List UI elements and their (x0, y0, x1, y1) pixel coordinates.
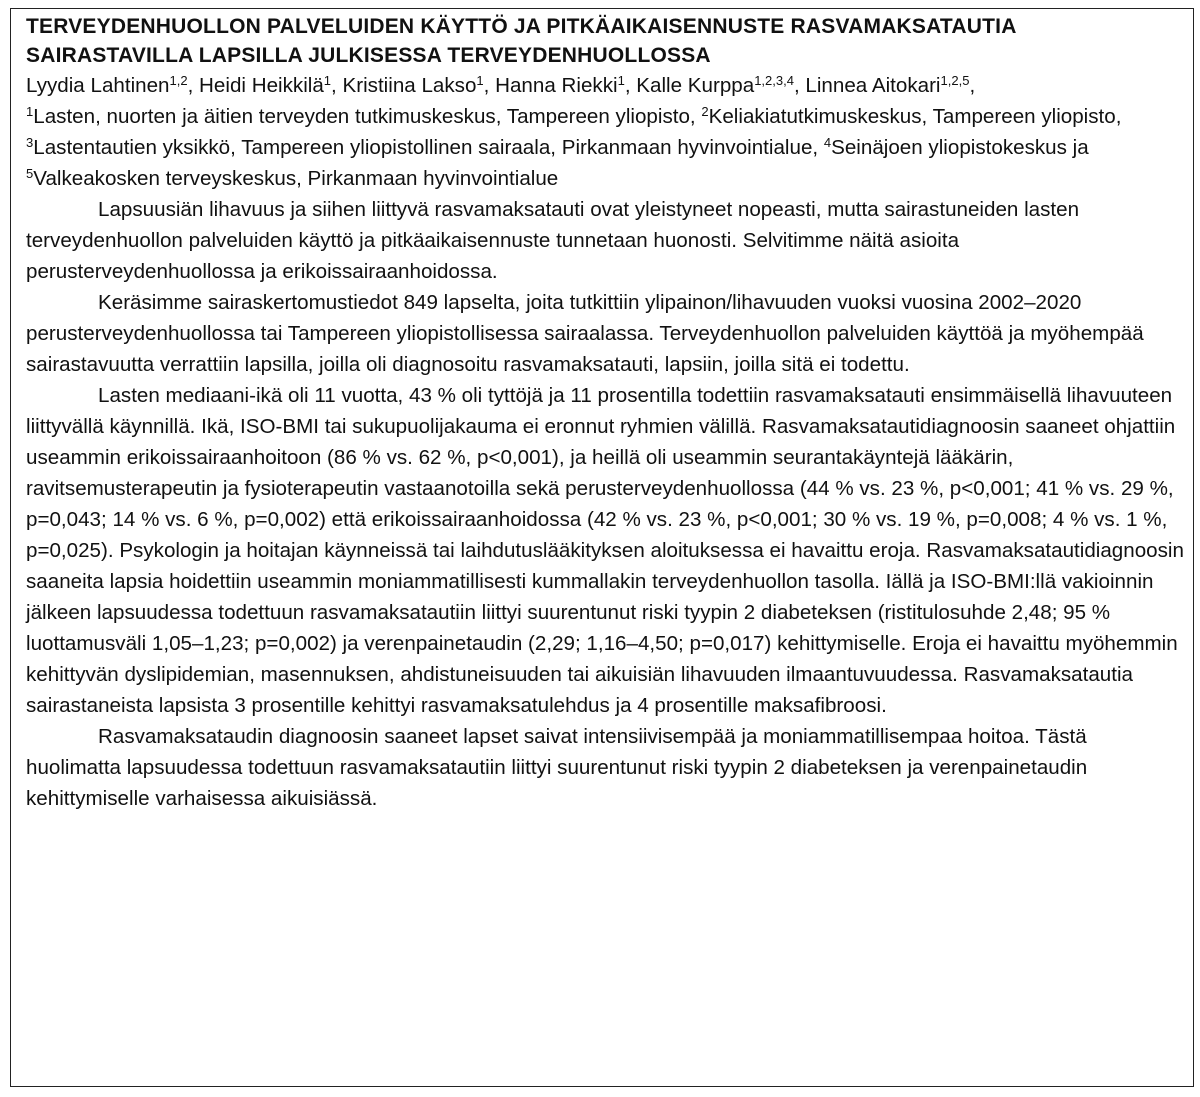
affiliation: $^1$Lasten, nuorten ja äitien terveyden tutkimuskeskus, Tampereen yliopisto, (26, 104, 702, 128)
paragraph-conclusions: Rasvamaksataudin diagnoosin saaneet lapset saivat intensiivisempää ja moniammatillisempaa hoitoa. Tästä huolimatta lapsuudessa todettuun rasvamaksatautiin liittyi suurentunut riski tyypin 2 diabeteksen ja verenpainetaudin kehittymiselle varhaisessa aikuisiässä. (26, 725, 1088, 810)
author-list (26, 74, 975, 97)
affiliation: $^3$Lastentautien yksikkö, Tampereen yliopistollinen sairaala, Pirkanmaan hyvinvointialue, (26, 135, 824, 159)
paragraph-results: Lasten mediaani-ikä oli 11 vuotta, 43 % oli tyttöjä ja 11 prosentilla todettiin rasvamaksatauti ensimmäisellä lihavuuteen liittyvällä käynnillä. Ikä, ISO-BMI tai sukupuolijakauma ei eronnut ryhmien välillä. Rasvamaksatautidiagnoosin saaneet ohjattiin useammin erikoissairaanhoitoon (86 % vs. 62 %, p<0,001), ja heillä oli useammin seurantakäyntejä lääkärin, ravitsemusterapeutin ja fysioterapeutin vastaanotoilla sekä perusterveydenhuollossa (44 % vs. 23 %, p<0,001; 41 % vs. 29 %, p=0,043; 14 % vs. 6 %, p=0,002) että erikoissairaanhoidossa (42 % vs. 23 %, p<0,001; 30 % vs. 19 %, p=0,008; 4 % vs. 1 %, p=0,025). Psykologin ja hoitajan käynneissä tai laihdutuslääkityksen aloituksessa ei havaittu eroja. Rasvamaksatautidiagnoosin saaneita lapsia hoidettiin useammin moniammatillisesti kummallakin terveydenhuollon tasolla. Iällä ja ISO-BMI:llä vakioinnin jälkeen lapsuudessa todettuun rasvamaksatautiin liittyi suurentunut riski tyypin 2 diabeteksen (ristitulosuhde 2,48; 95 % luottamusväli 1,05–1,23; p=0,002) ja verenpainetaudin (2,29; 1,16–4,50; p=0,017) kehittymiselle. Eroja ei havaittu myöhemmin kehittyvän dyslipidemian, masennuksen, ahdistuneisuuden tai aikuisiän lihavuuden ilmaantuvuudessa. Rasvamaksatautia sairastaneista lapsista 3 prosentille kehittyi rasvamaksatulehdus ja 4 prosentille maksafibroosi. (26, 384, 1184, 717)
affiliation: $^4$Seinäjoen yliopistokeskus ja (823, 135, 1089, 159)
affiliation: $^2$Keliakiatutkimuskeskus, Tampereen yliopisto, (701, 104, 1122, 128)
affiliation-list (26, 105, 1121, 190)
author: Hanna Riekki$^1$, (495, 73, 637, 97)
abstract-title (26, 12, 1186, 70)
paragraph-methods: Keräsimme sairaskertomustiedot 849 lapselta, joita tutkittiin ylipainon/lihavuuden vuoksi vuosina 2002–2020 perusterveydenhuollossa tai Tampereen yliopistollisessa sairaalassa. Terveydenhuollon palveluiden käyttöä ja myöhempää sairastavuutta verrattiin lapsilla, joilla oli diagnosoitu rasvamaksatauti, lapsiin, joilla sitä ei todettu. (26, 291, 1144, 376)
paragraph-background: Lapsuusiän lihavuus ja siihen liittyvä rasvamaksatauti ovat yleistyneet nopeasti, mutta sairastuneiden lasten terveydenhuollon palveluiden käyttö ja pitkäaikaisennuste tunnetaan huonosti. Selvitimme näitä asioita perusterveydenhuollossa ja erikoissairaanhoidossa. (26, 198, 1080, 283)
affiliation: $^5$Valkeakosken terveyskeskus, Pirkanmaan hyvinvointialue (26, 166, 559, 190)
title-line-2: SAIRASTAVILLA LAPSILLA JULKISESSA TERVEYDENHUOLLOSSA (26, 44, 711, 67)
author-block (26, 70, 1186, 194)
author: Linnea Aitokari$^{1,2,5}$, (805, 73, 976, 97)
author: Lyydia Lahtinen$^{1,2}$, (26, 73, 200, 97)
abstract (26, 12, 1186, 814)
author: Heidi Heikkilä$^1$, (199, 73, 343, 97)
author: Kristiina Lakso$^1$, (342, 73, 496, 97)
author: Kalle Kurppa$^{1,2,3,4}$, (636, 73, 806, 97)
title-line-1: TERVEYDENHUOLLON PALVELUIDEN KÄYTTÖ JA PITKÄAIKAISENNUSTE RASVAMAKSATAUTIA (26, 15, 1017, 38)
